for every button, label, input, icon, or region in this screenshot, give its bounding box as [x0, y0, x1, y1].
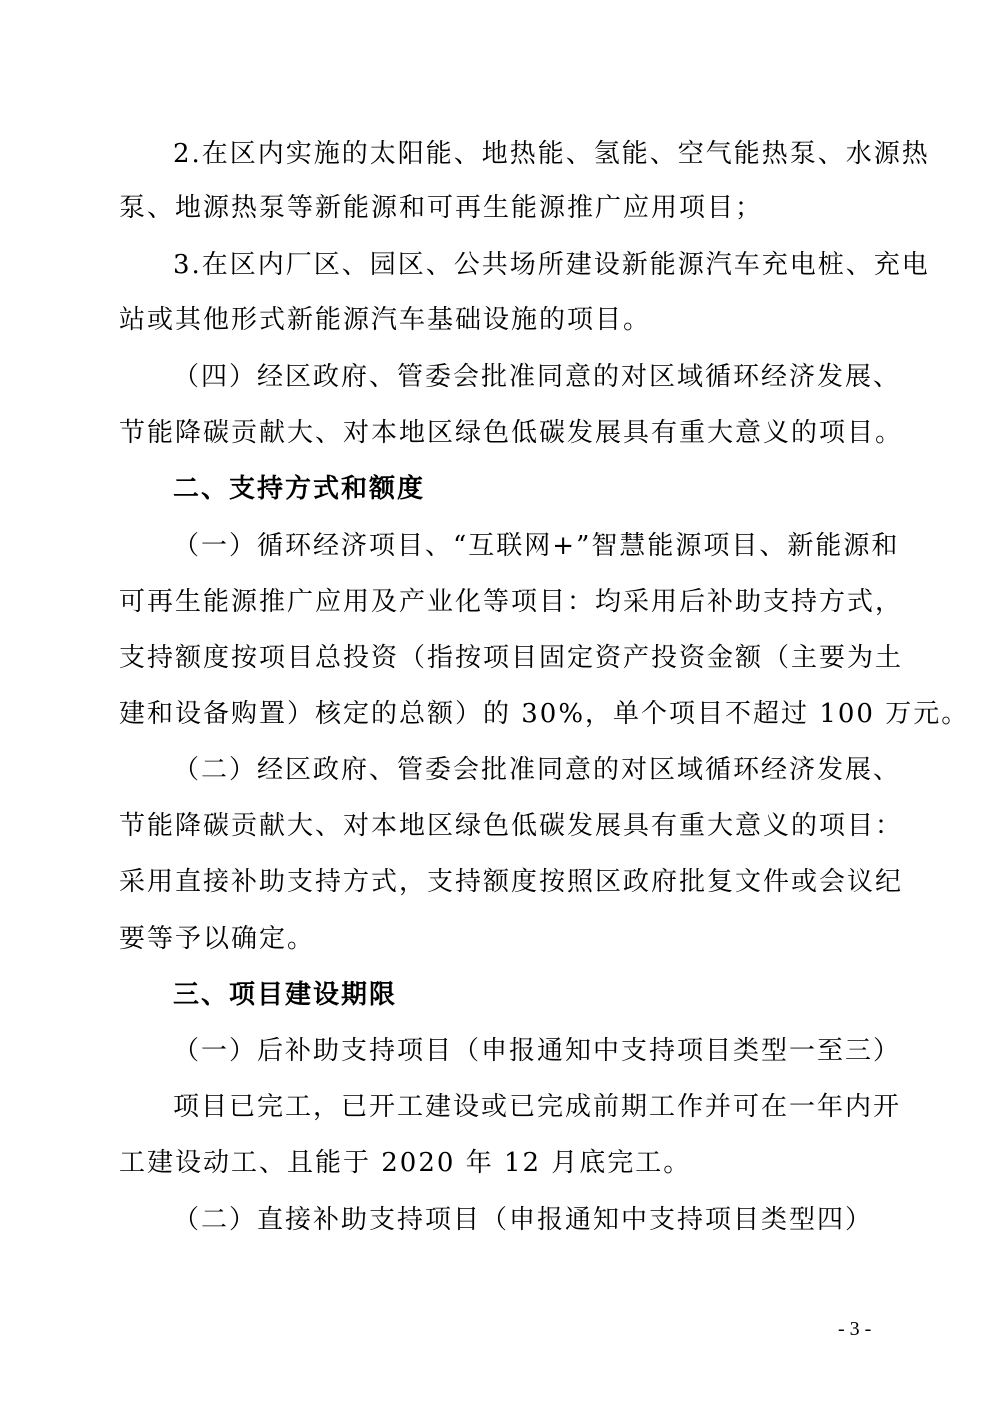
- paragraph-line: 2.在区内实施的太阳能、地热能、氢能、空气能热泵、水源热: [173, 139, 930, 169]
- paragraph-line: （一）循环经济项目、“互联网+”智慧能源项目、新能源和: [173, 531, 900, 561]
- paragraph-line: 泵、地源热泵等新能源和可再生能源推广应用项目；: [119, 193, 764, 223]
- section-heading: 三、项目建设期限: [173, 980, 398, 1010]
- page-number: - 3 -: [838, 1318, 872, 1340]
- paragraph-line: 节能降碳贡献大、对本地区绿色低碳发展具有重大意义的项目：: [119, 811, 904, 841]
- paragraph-line: 3.在区内厂区、园区、公共场所建设新能源汽车充电桩、充电: [173, 250, 930, 280]
- paragraph-line: 项目已完工，已开工建设或已完成前期工作并可在一年内开: [173, 1092, 902, 1122]
- paragraph-line: 工建设动工、且能于 2020 年 12 月底完工。: [119, 1148, 692, 1178]
- paragraph-line: 建和设备购置）核定的总额）的 30%，单个项目不超过 100 万元。: [119, 699, 970, 729]
- paragraph-line: 要等予以确定。: [119, 924, 316, 954]
- paragraph-line: 支持额度按项目总投资（指按项目固定资产投资金额（主要为土: [119, 643, 904, 673]
- paragraph-line: 采用直接补助支持方式，支持额度按照区政府批复文件或会议纪: [119, 867, 904, 897]
- paragraph-line: 节能降碳贡献大、对本地区绿色低碳发展具有重大意义的项目。: [119, 418, 904, 448]
- paragraph-line: （四）经区政府、管委会批准同意的对区域循环经济发展、: [173, 362, 902, 392]
- paragraph-line: 站或其他形式新能源汽车基础设施的项目。: [119, 305, 652, 335]
- paragraph-line: （二）直接补助支持项目（申报通知中支持项目类型四）: [173, 1205, 874, 1235]
- paragraph-line: 可再生能源推广应用及产业化等项目：均采用后补助支持方式，: [119, 587, 904, 617]
- section-heading: 二、支持方式和额度: [173, 474, 426, 504]
- paragraph-line: （一）后补助支持项目（申报通知中支持项目类型一至三）: [173, 1036, 902, 1066]
- paragraph-line: （二）经区政府、管委会批准同意的对区域循环经济发展、: [173, 755, 902, 785]
